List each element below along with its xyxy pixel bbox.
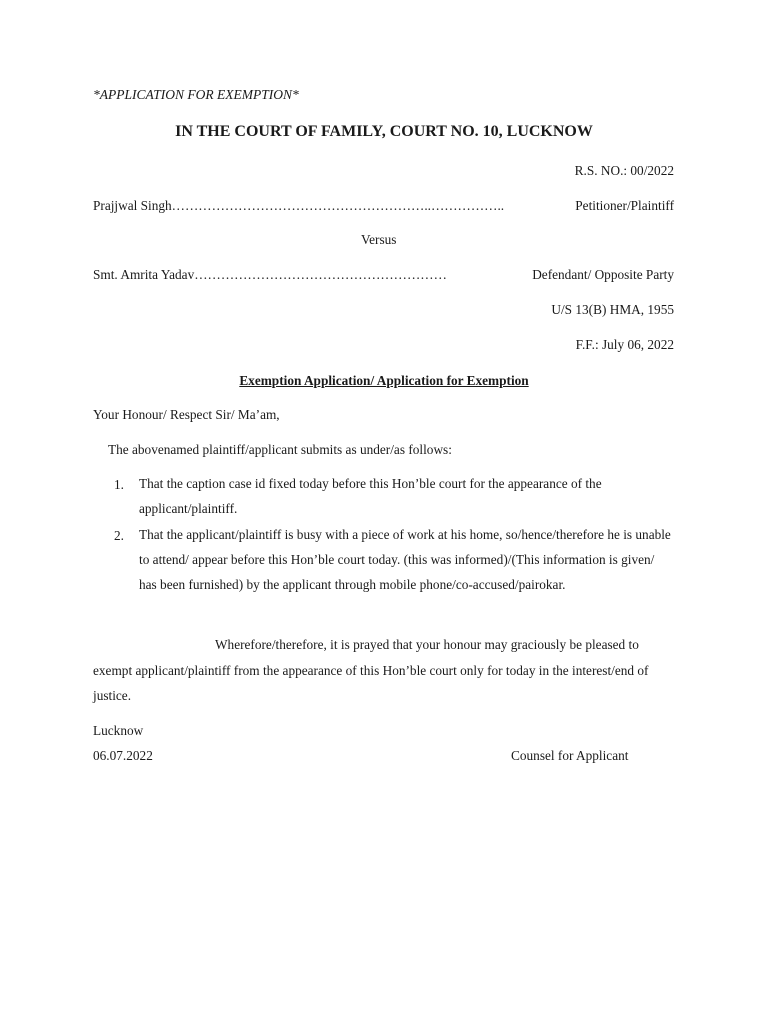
defendant-dots: ………………………………………………… — [194, 268, 447, 282]
defendant-line — [93, 268, 674, 281]
petitioner-line — [93, 199, 674, 212]
point-1-number: 1. — [114, 477, 124, 492]
signatory: Counsel for Applicant — [511, 748, 629, 763]
defendant-role: Defendant/ Opposite Party — [532, 267, 674, 282]
date: 06.07.2022 — [93, 748, 153, 763]
court-title: IN THE COURT OF FAMILY, COURT NO. 10, LUCKNOW — [175, 123, 593, 140]
versus-label: Versus — [361, 232, 397, 247]
intro-statement: The abovenamed plaintiff/applicant submits as under/as follows: — [108, 442, 452, 457]
petitioner-role: Petitioner/Plaintiff — [575, 198, 674, 213]
application-heading: *APPLICATION FOR EXEMPTION* — [93, 87, 299, 102]
petitioner-name: Prajjwal Singh — [93, 198, 172, 213]
place: Lucknow — [93, 723, 144, 738]
fixed-for-date: F.F.: July 06, 2022 — [575, 337, 674, 352]
salutation: Your Honour/ Respect Sir/ Ma’am, — [93, 407, 280, 422]
petitioner-dots: …………………………………………………..…………….. — [171, 199, 505, 213]
point-2-number: 2. — [114, 528, 124, 543]
defendant-name: Smt. Amrita Yadav — [93, 267, 195, 282]
section-reference: U/S 13(B) HMA, 1955 — [551, 302, 674, 317]
point-2-text: That the applicant/plaintiff is busy with a piece of work at his home, so/hence/therefore he is unable to attend/ appear before this Hon’ble court today. (this was informed)/(This information is given/ has been furnished) by the applicant through mobile phone/co-accused/pairokar. — [139, 527, 671, 592]
prayer-paragraph: Wherefore/therefore, it is prayed that your honour may graciously be pleased to exempt applicant/plaintiff from the appearance of this Hon’ble court only for today in the interest/end of justice. — [93, 637, 649, 703]
subject-line: Exemption Application/ Application for Exemption — [239, 373, 529, 388]
point-1-text: That the caption case id fixed today before this Hon’ble court for the appearance of the applicant/plaintiff. — [139, 476, 602, 516]
rs-number: R.S. NO.: 00/2022 — [574, 163, 674, 178]
